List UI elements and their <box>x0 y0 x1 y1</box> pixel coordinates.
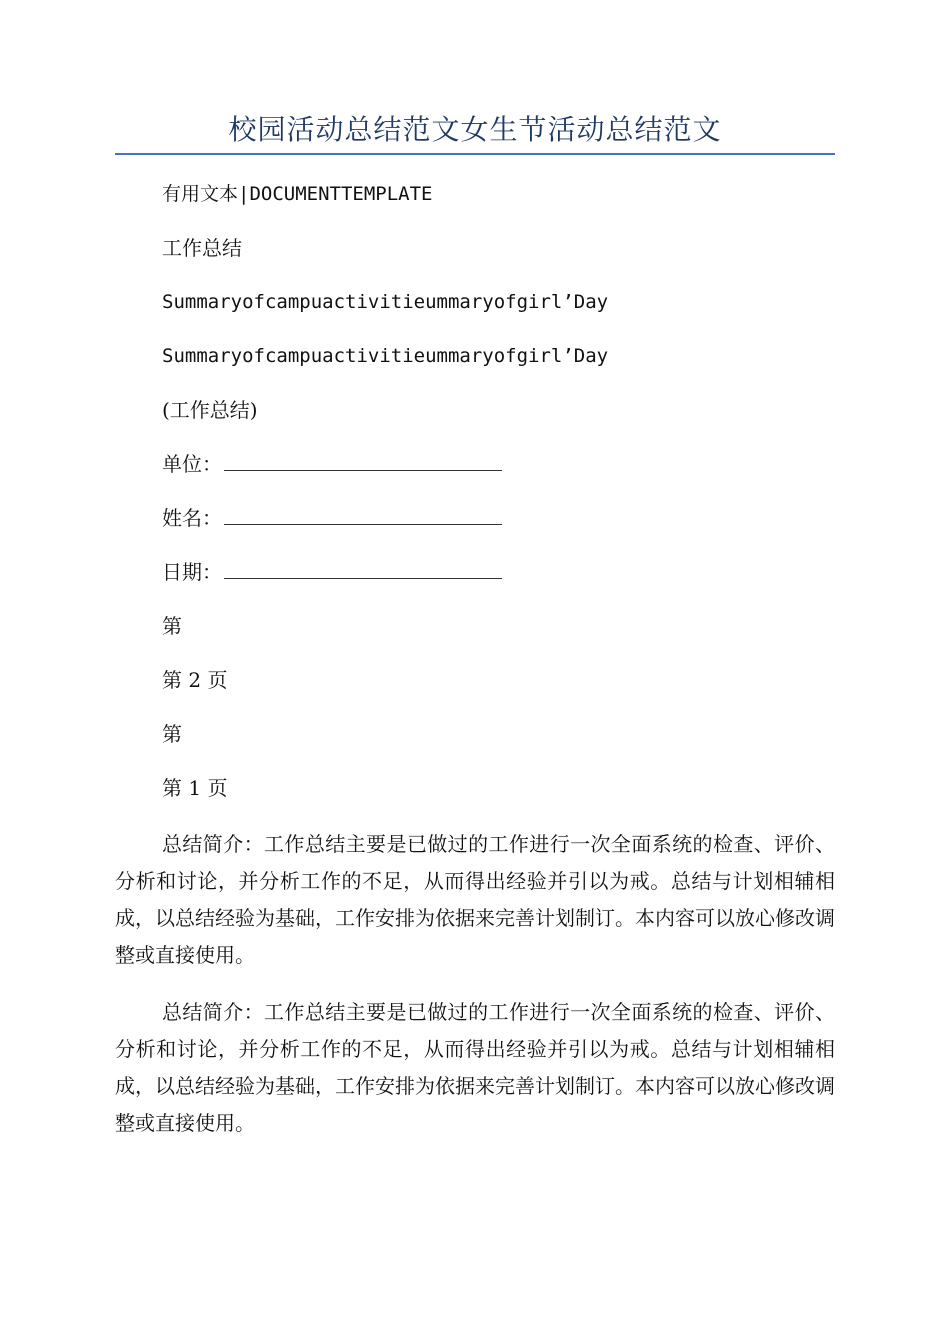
english-title-line-1: Summaryofcampuactivitieummaryofgirl’Day <box>162 291 609 313</box>
page-mark-di-1: 第 <box>162 614 182 638</box>
title-underline <box>115 153 835 155</box>
unit-label: 单位： <box>162 452 222 476</box>
category-paren-label: (工作总结) <box>162 398 258 422</box>
document-title: 校园活动总结范文女生节活动总结范文 <box>228 113 722 146</box>
unit-blank-line[interactable] <box>224 452 502 471</box>
date-field <box>162 558 502 586</box>
page-mark-page-1: 第 1 页 <box>162 776 228 800</box>
name-field <box>162 504 502 532</box>
english-title-line-2: Summaryofcampuactivitieummaryofgirl’Day <box>162 345 609 367</box>
summary-paragraph-2: 总结简介：工作总结主要是已做过的工作进行一次全面系统的检查、评价、分析和讨论，并分析工作的不足，从而得出经验并引以为戒。总结与计划相辅相成，以总结经验为基础，工作安排为依据来完善计划制订。本内容可以放心修改调整或直接使用。 <box>115 1000 835 1135</box>
unit-field <box>162 450 502 478</box>
date-blank-line[interactable] <box>224 560 502 579</box>
name-label: 姓名： <box>162 506 222 530</box>
page-mark-di-2: 第 <box>162 722 182 746</box>
date-label: 日期： <box>162 560 222 584</box>
page-mark-page-2: 第 2 页 <box>162 668 228 692</box>
summary-paragraph-1: 总结简介：工作总结主要是已做过的工作进行一次全面系统的检查、评价、分析和讨论，并分析工作的不足，从而得出经验并引以为戒。总结与计划相辅相成，以总结经验为基础，工作安排为依据来完善计划制订。本内容可以放心修改调整或直接使用。 <box>115 832 835 967</box>
category-label: 工作总结 <box>162 236 242 260</box>
name-blank-line[interactable] <box>224 506 502 525</box>
header-line: 有用文本|DOCUMENTTEMPLATE <box>162 183 433 205</box>
